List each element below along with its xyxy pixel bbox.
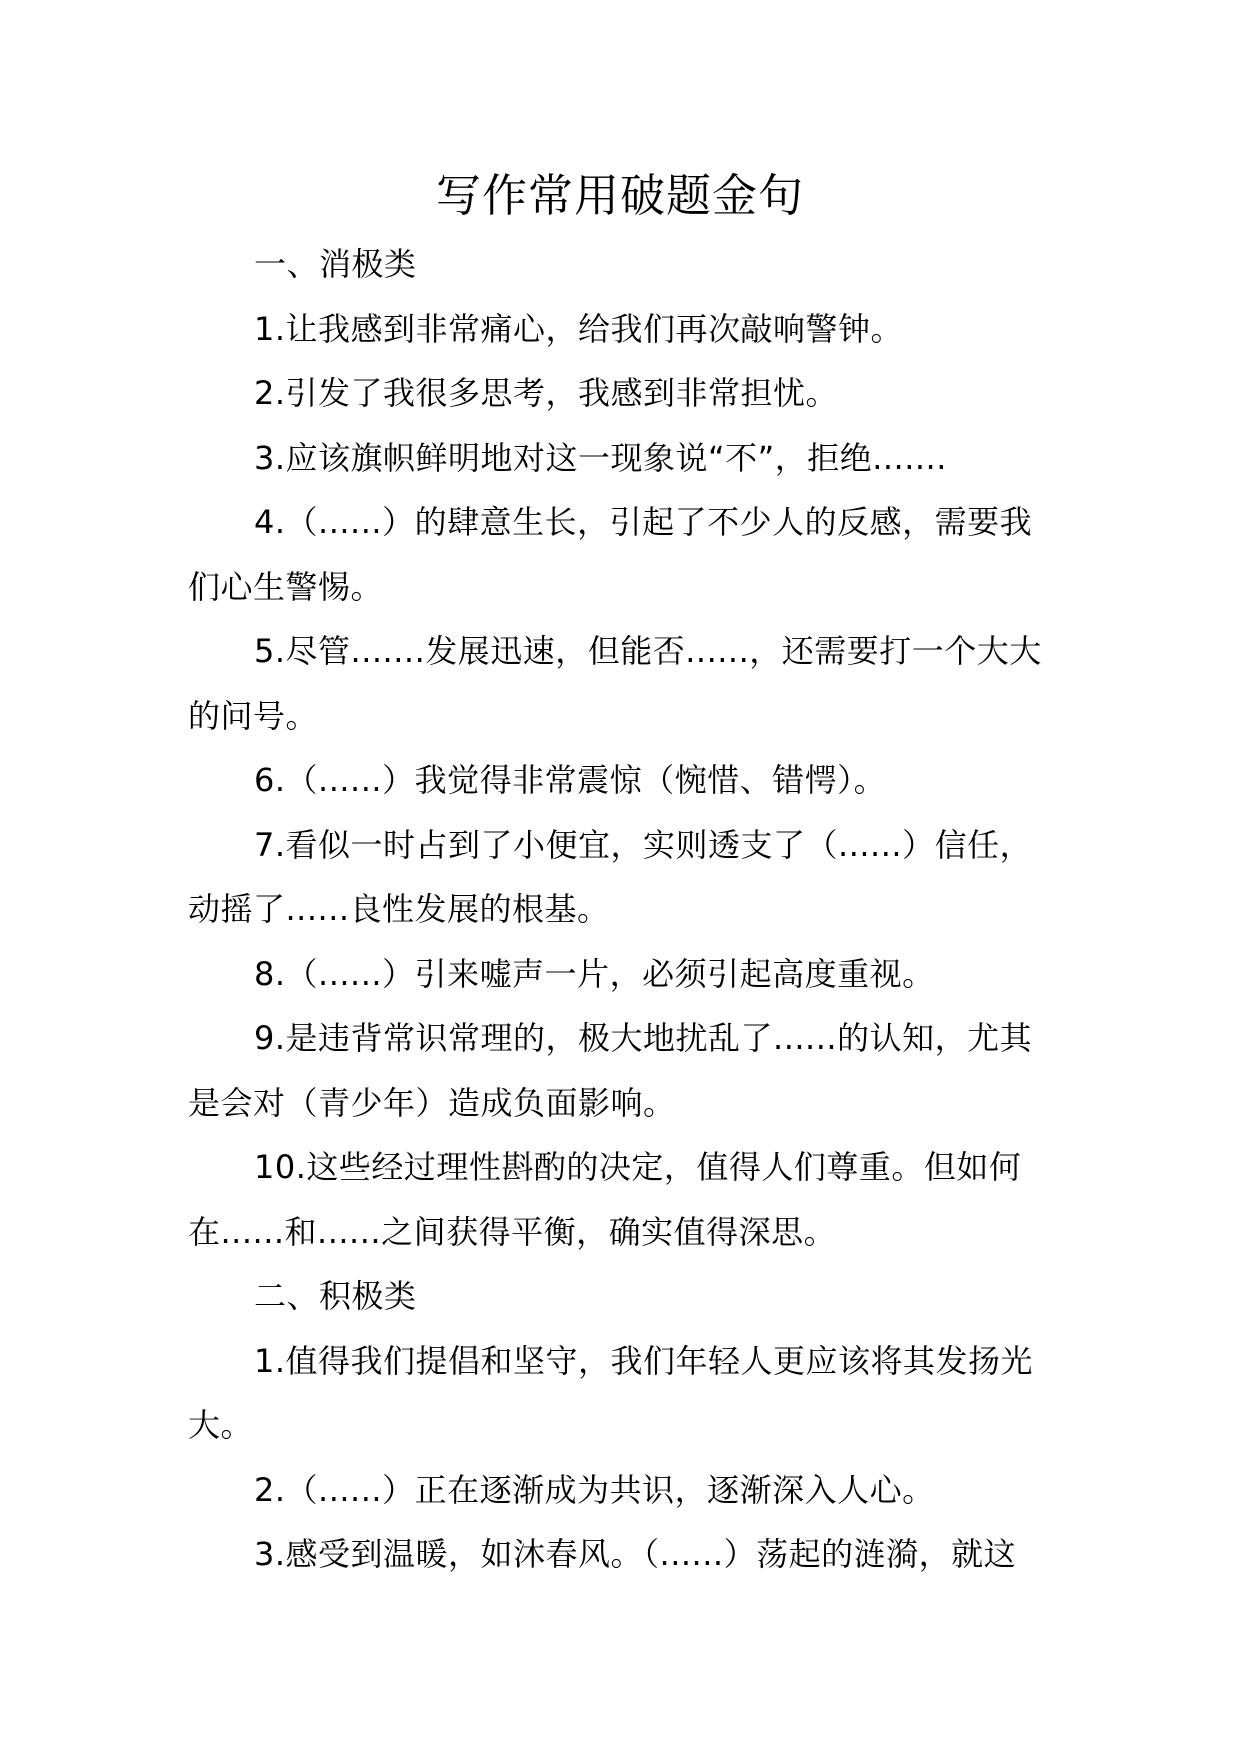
text-line: 在......和......之间获得平衡，确实值得深思。 [188, 1212, 837, 1251]
text-line: 3.感受到温暖，如沐春风。（......）荡起的涟漪，就这 [254, 1535, 1017, 1573]
text-line: 9.是违背常识常理的，极大地扰乱了......的认知，尤其 [254, 1019, 1033, 1057]
text-line: 6.（......）我觉得非常震惊（惋惜、错愕）。 [254, 761, 887, 799]
text-line: 5.尽管.......发展迅速，但能否......，还需要打一个大大 [254, 632, 1042, 670]
text-line: 8.（......）引来嘘声一片，必须引起高度重视。 [254, 954, 935, 993]
text-line: 们心生警惕。 [188, 567, 384, 606]
text-line: 动摇了......良性发展的根基。 [188, 890, 610, 928]
text-line: 是会对（青少年）造成负面影响。 [188, 1083, 676, 1122]
document-title: 写作常用破题金句 [435, 169, 804, 222]
text-line: 二、积极类 [254, 1277, 417, 1315]
text-line: 一、消极类 [254, 245, 417, 283]
text-line: 1.值得我们提倡和坚守，我们年轻人更应该将其发扬光 [254, 1341, 1034, 1380]
text-line: 大。 [188, 1406, 254, 1444]
text-line: 10.这些经过理性斟酌的决定，值得人们尊重。但如何 [254, 1148, 1022, 1186]
text-line: 的问号。 [188, 696, 319, 735]
text-line: 2.引发了我很多思考，我感到非常担忧。 [254, 374, 839, 412]
text-line: 1.让我感到非常痛心，给我们再次敲响警钟。 [254, 309, 904, 348]
text-line: 7.看似一时占到了小便宜，实则透支了（......）信任， [254, 825, 1033, 864]
text-line: 4.（......）的肆意生长，引起了不少人的反感，需要我 [254, 503, 1033, 541]
document-body [188, 232, 1058, 1587]
text-line: 3.应该旗帜鲜明地对这一现象说“不”，拒绝....... [254, 438, 947, 477]
text-line: 2.（......）正在逐渐成为共识，逐渐深入人心。 [254, 1470, 935, 1509]
